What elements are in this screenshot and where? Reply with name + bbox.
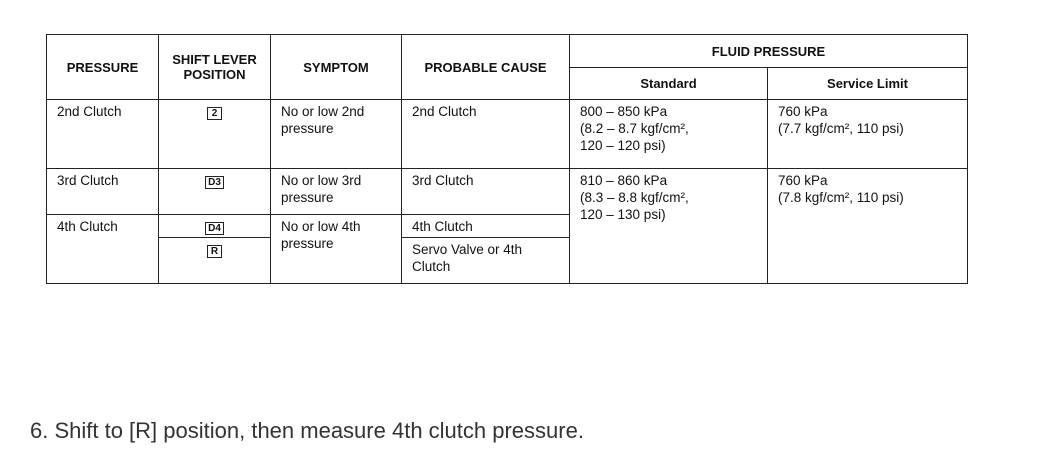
fluid-pressure-spec-table: [46, 34, 968, 284]
cell-position-4th-r: [159, 238, 271, 284]
limit-2nd-line2: (7.7 kgf/cm², 110 psi): [778, 121, 904, 136]
standard-3rd-line1: 810 – 860 kPa: [580, 173, 668, 188]
symptom-3rd-line2: pressure: [281, 190, 334, 205]
header-shift-lever-line1: SHIFT LEVER: [172, 52, 257, 67]
symptom-2nd-line1: No or low 2nd: [281, 104, 365, 119]
position-badge-d3: D3: [205, 176, 224, 189]
header-shift-lever-line2: POSITION: [183, 67, 246, 82]
standard-2nd-line1: 800 – 850 kPa: [580, 104, 668, 119]
cell-symptom-2nd: [271, 100, 402, 169]
cell-cause-3rd: 3rd Clutch: [402, 169, 570, 215]
cell-cause-2nd: 2nd Clutch: [402, 100, 570, 169]
standard-3rd-line2: (8.3 – 8.8 kgf/cm²,: [580, 190, 689, 205]
cell-symptom-4th: [271, 215, 402, 284]
symptom-4th-line1: No or low 4th: [281, 219, 361, 234]
header-fluid-pressure: FLUID PRESSURE: [570, 35, 968, 68]
cell-limit-2nd: [768, 100, 968, 169]
cell-limit-3rd-4th: [768, 169, 968, 284]
position-badge-2: 2: [207, 107, 222, 120]
table-row: [47, 100, 968, 169]
header-service-limit: Service Limit: [768, 68, 968, 100]
symptom-3rd-line1: No or low 3rd: [281, 173, 362, 188]
cell-pressure-3rd: 3rd Clutch: [47, 169, 159, 215]
cell-cause-servo-valve: [402, 238, 570, 284]
limit-3rd-line2: (7.8 kgf/cm², 110 psi): [778, 190, 904, 205]
cell-pressure-2nd: 2nd Clutch: [47, 100, 159, 169]
cell-pressure-4th: 4th Clutch: [47, 215, 159, 284]
header-shift-lever-position: [159, 35, 271, 100]
header-pressure: PRESSURE: [47, 35, 159, 100]
limit-2nd-line1: 760 kPa: [778, 104, 828, 119]
header-standard: Standard: [570, 68, 768, 100]
cell-standard-2nd: [570, 100, 768, 169]
header-probable-cause: PROBABLE CAUSE: [402, 35, 570, 100]
symptom-2nd-line2: pressure: [281, 121, 334, 136]
cell-symptom-3rd: [271, 169, 402, 215]
table-row: [47, 169, 968, 215]
cell-standard-3rd-4th: [570, 169, 768, 284]
position-badge-d4: D4: [205, 222, 224, 235]
position-badge-r: R: [207, 245, 222, 258]
header-symptom: SYMPTOM: [271, 35, 402, 100]
cell-cause-4th-clutch: 4th Clutch: [402, 215, 570, 238]
cause-servo-line2: Clutch: [412, 259, 451, 274]
instruction-step-6: 6. Shift to [R] position, then measure 4th clutch pressure.: [30, 418, 584, 443]
cell-position-3rd: [159, 169, 271, 215]
cell-position-2nd: [159, 100, 271, 169]
standard-2nd-line3: 120 – 120 psi): [580, 138, 666, 153]
limit-3rd-line1: 760 kPa: [778, 173, 828, 188]
cause-servo-line1: Servo Valve or 4th: [412, 242, 523, 257]
standard-3rd-line3: 120 – 130 psi): [580, 207, 666, 222]
cell-position-4th-d4: [159, 215, 271, 238]
standard-2nd-line2: (8.2 – 8.7 kgf/cm²,: [580, 121, 689, 136]
symptom-4th-line2: pressure: [281, 236, 334, 251]
